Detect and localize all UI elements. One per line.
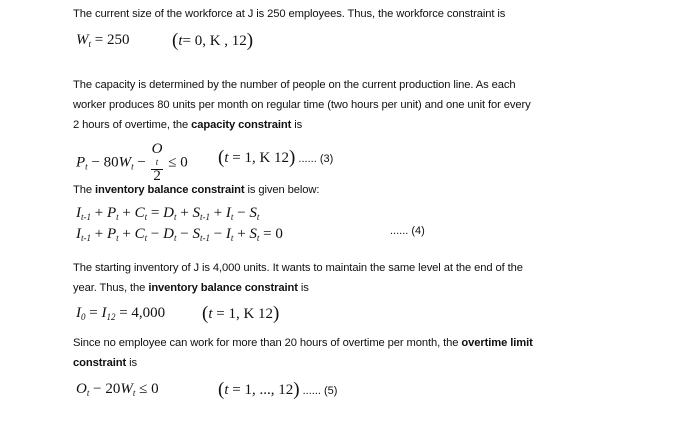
eq-op: − bbox=[176, 226, 193, 242]
eq-op: − 20 bbox=[89, 381, 121, 397]
equation-number: ...... (5) bbox=[299, 385, 338, 397]
eq-var: C bbox=[134, 205, 145, 221]
fraction bbox=[151, 143, 164, 183]
eq-sub: t bbox=[155, 157, 159, 167]
eq-sub: t bbox=[116, 233, 119, 243]
eq-sub: t bbox=[85, 161, 88, 172]
eq-op: − bbox=[233, 205, 250, 221]
eq-var: I bbox=[76, 305, 81, 321]
eq-var: W bbox=[120, 381, 133, 397]
condition-overtime: (t = 1, ..., 12) ...... (5) bbox=[218, 379, 338, 400]
eq-sub: t bbox=[230, 212, 234, 222]
eq-op: = 0 bbox=[259, 226, 283, 242]
eq-var: S bbox=[249, 205, 257, 221]
eq-var: O bbox=[76, 381, 87, 397]
term-capacity-constraint: capacity constraint bbox=[191, 119, 292, 131]
equation-workforce bbox=[76, 32, 129, 49]
cond-range: = 1, K 12 bbox=[212, 306, 274, 322]
paragraph-workforce: The current size of the workforce at J is 250 employees. Thus, the workforce constraint is bbox=[73, 8, 506, 20]
eq-op: + bbox=[176, 205, 193, 221]
text: is bbox=[297, 282, 309, 294]
eq-rhs: = 250 bbox=[94, 32, 130, 48]
text: is bbox=[126, 357, 137, 369]
eq-op: − bbox=[133, 154, 146, 171]
term-inventory-balance: inventory balance constraint bbox=[95, 184, 245, 196]
cond-range: = 1, ..., 12 bbox=[228, 382, 294, 398]
cond-range: = 0, K , 12 bbox=[182, 33, 247, 49]
text: The bbox=[73, 184, 95, 196]
eq-var: D bbox=[163, 205, 174, 221]
eq-sub: t-1 bbox=[199, 212, 210, 222]
cond-range: = 1, K 12 bbox=[228, 150, 290, 166]
text: Since no employee can work for more than 20 hours of overtime per month, the bbox=[73, 337, 462, 349]
eq-var: S bbox=[192, 226, 200, 242]
eq-var: S bbox=[249, 226, 257, 242]
equation-inventory-line1 bbox=[76, 205, 259, 222]
eq-sub: t bbox=[173, 212, 177, 222]
paragraph-inventory-intro bbox=[73, 180, 319, 200]
term-constraint: constraint bbox=[73, 357, 127, 369]
eq-sub: t bbox=[131, 161, 134, 172]
eq-var: I bbox=[76, 205, 81, 221]
eq-rhs: = 4,000 bbox=[115, 305, 166, 321]
eq-sub: t bbox=[144, 212, 148, 222]
eq-op: + bbox=[91, 226, 107, 242]
eq-var: I bbox=[225, 205, 231, 221]
eq-var-w: W bbox=[118, 154, 132, 171]
paragraph-starting-inventory-line2 bbox=[73, 278, 309, 298]
eq-sub: t bbox=[116, 212, 119, 222]
eq-op: − 80 bbox=[87, 154, 119, 171]
condition-capacity: (t = 1, K 12) ...... (3) bbox=[218, 147, 334, 168]
eq-sub: t bbox=[86, 388, 90, 398]
eq-sub: t bbox=[144, 233, 148, 243]
frac-den: 2 bbox=[153, 168, 161, 184]
eq-var: I bbox=[76, 226, 81, 242]
cond-var: t bbox=[224, 150, 229, 166]
eq-sub: t-1 bbox=[199, 233, 210, 243]
eq-sub: t bbox=[256, 212, 260, 222]
eq-op: + bbox=[91, 205, 107, 221]
paragraph-capacity-line1: The capacity is determined by the number of people on the current production line. As each bbox=[73, 79, 516, 91]
eq-op: = bbox=[147, 205, 164, 221]
cond-var: t bbox=[178, 33, 183, 49]
text: year. Thus, the bbox=[73, 282, 149, 294]
eq-var: S bbox=[192, 205, 200, 221]
eq-sub: t bbox=[88, 39, 92, 49]
eq-rhs: ≤ 0 bbox=[135, 381, 159, 397]
eq-op: + bbox=[233, 226, 250, 242]
paragraph-overtime-line2 bbox=[73, 353, 137, 373]
eq-sub: t bbox=[230, 233, 234, 243]
eq-var: D bbox=[163, 226, 174, 242]
term-overtime-limit: overtime limit bbox=[461, 337, 533, 349]
eq-sub: t-1 bbox=[81, 212, 91, 222]
equation-number-4 bbox=[390, 222, 425, 239]
condition-inventory-level: (t = 1, K 12) bbox=[202, 303, 280, 324]
text: is bbox=[291, 119, 303, 131]
eq-sub: t-1 bbox=[81, 233, 91, 243]
text: 2 hours of overtime, the bbox=[73, 119, 192, 131]
frac-num: O bbox=[151, 141, 163, 157]
equation-overtime bbox=[76, 381, 159, 398]
paragraph-capacity-line2: worker produces 80 units per month on regular time (two hours per unit) and one unit for every bbox=[73, 99, 531, 111]
term-inventory-balance: inventory balance constraint bbox=[148, 282, 298, 294]
condition-workforce: (t= 0, K , 12) bbox=[172, 30, 254, 51]
text: is given below: bbox=[244, 184, 320, 196]
paragraph-capacity-line3 bbox=[73, 115, 302, 135]
eq-sub: t bbox=[256, 233, 260, 243]
eq-sub: 12 bbox=[106, 312, 116, 322]
equation-capacity bbox=[76, 143, 188, 183]
eq-op: − bbox=[147, 226, 164, 242]
eq-op: + bbox=[118, 205, 135, 221]
equation-inventory-level: $I_0 = I_{12} = 4,000$ bbox=[76, 305, 166, 322]
eq-op: + bbox=[118, 226, 135, 242]
eq-var: I bbox=[225, 226, 231, 242]
eq-var-p: P bbox=[76, 154, 86, 171]
paragraph-overtime-line1 bbox=[73, 333, 533, 353]
equation-number: ...... (4) bbox=[390, 225, 425, 237]
eq-op: + bbox=[209, 205, 226, 221]
equation-inventory-line2 bbox=[76, 226, 283, 243]
eq-var: P bbox=[106, 205, 117, 221]
eq-var: C bbox=[134, 226, 145, 242]
eq-rhs: ≤ 0 bbox=[164, 154, 188, 171]
eq-sub: t bbox=[132, 388, 136, 398]
cond-var: t bbox=[208, 306, 213, 322]
eq-sub: t bbox=[173, 233, 177, 243]
eq-op: − bbox=[209, 226, 226, 242]
eq-var: W bbox=[76, 32, 89, 48]
cond-var: t bbox=[224, 382, 229, 398]
equation-number: ...... (3) bbox=[295, 153, 334, 165]
eq-sub: 0 bbox=[81, 312, 86, 322]
paragraph-starting-inventory-line1: The starting inventory of J is 4,000 units. It wants to maintain the same level at the end of the bbox=[73, 262, 523, 274]
eq-var: I bbox=[101, 305, 107, 321]
eq-var: P bbox=[106, 226, 117, 242]
